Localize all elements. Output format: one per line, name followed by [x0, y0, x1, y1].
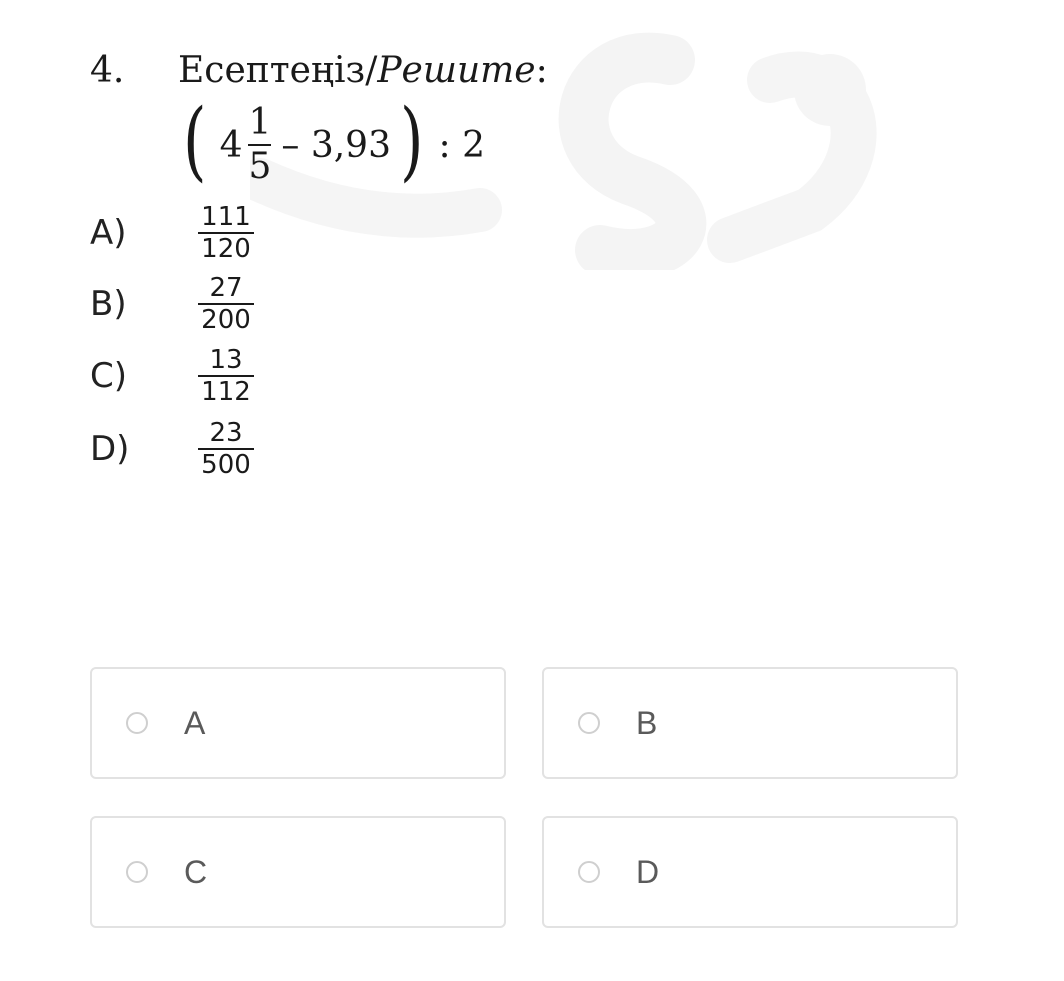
answer-option-b[interactable] [542, 667, 958, 779]
option-label: C) [90, 356, 128, 396]
option-denominator: 120 [201, 234, 251, 264]
radio-button-d[interactable] [578, 861, 600, 883]
answer-option-a[interactable] [90, 667, 506, 779]
question-prompt [178, 50, 548, 91]
option-row-d [90, 413, 254, 485]
option-numerator: 27 [209, 273, 243, 303]
divide-term: : 2 [438, 124, 486, 166]
prompt-kazakh: Есептеңіз/ [178, 50, 378, 91]
option-row-c [90, 340, 254, 412]
answer-label-d: D [636, 853, 660, 890]
mixed-whole: 4 [219, 124, 243, 166]
minus-term: – 3,93 [281, 124, 391, 166]
fraction-numerator: 1 [248, 102, 272, 144]
option-denominator: 112 [201, 377, 251, 407]
option-fraction [198, 420, 254, 478]
radio-button-c[interactable] [126, 861, 148, 883]
mixed-fraction [248, 104, 271, 186]
answer-label-a: A [184, 704, 206, 741]
option-fraction [198, 275, 254, 333]
prompt-colon: : [535, 50, 548, 91]
option-denominator: 500 [201, 450, 251, 480]
option-denominator: 200 [201, 305, 251, 335]
radio-button-a[interactable] [126, 712, 148, 734]
option-fraction [198, 347, 254, 405]
option-numerator: 23 [209, 418, 243, 448]
open-paren: ( [183, 91, 207, 191]
fraction-denominator: 5 [248, 146, 272, 187]
question-number: 4. [90, 50, 125, 91]
answer-option-c[interactable] [90, 816, 506, 928]
option-fraction [198, 204, 254, 262]
option-label: B) [90, 284, 127, 324]
option-row-b [90, 268, 254, 340]
option-label: A) [90, 213, 127, 253]
radio-button-b[interactable] [578, 712, 600, 734]
answer-label-c: C [184, 853, 208, 890]
prompt-russian: Решите [377, 50, 536, 91]
option-row-a [90, 197, 254, 269]
answer-option-d[interactable] [542, 816, 958, 928]
option-numerator: 111 [201, 202, 251, 232]
math-expression [178, 91, 486, 195]
option-label: D) [90, 429, 130, 469]
answer-label-b: B [636, 704, 658, 741]
close-paren: ) [400, 91, 424, 191]
option-numerator: 13 [209, 345, 243, 375]
